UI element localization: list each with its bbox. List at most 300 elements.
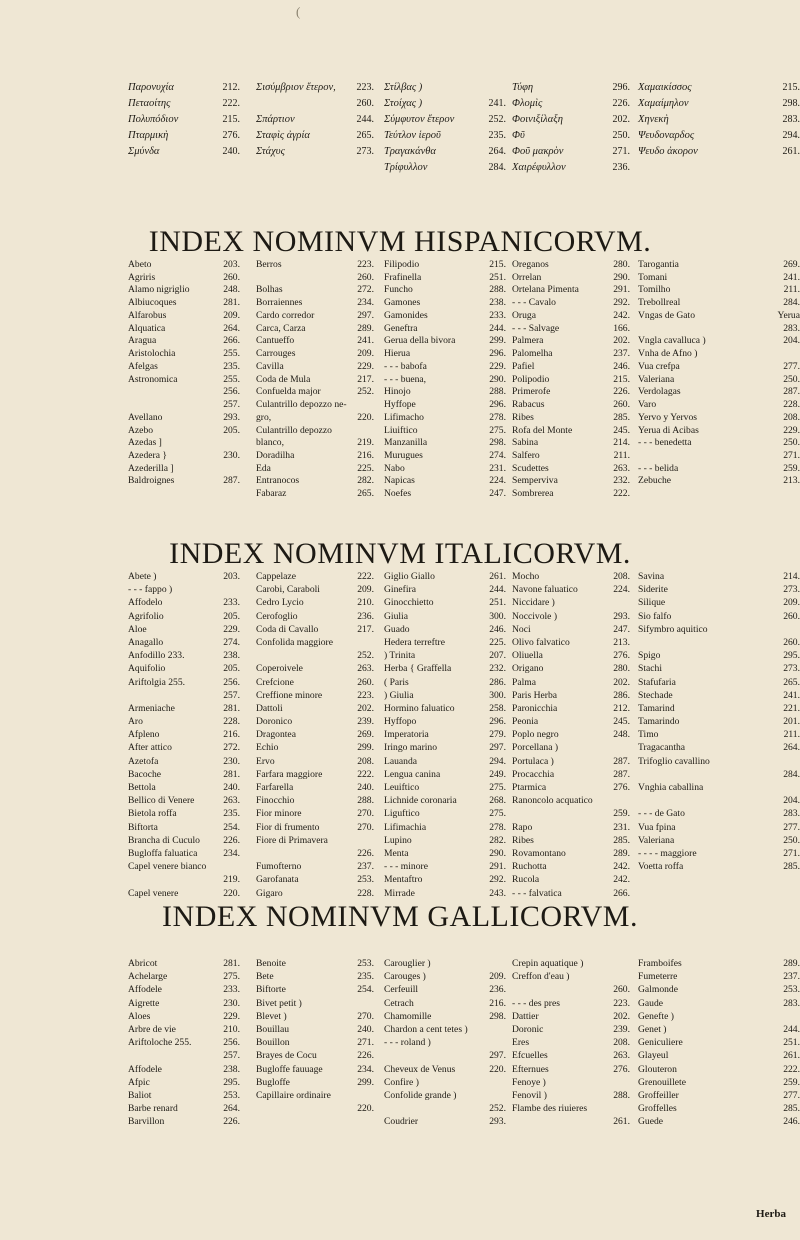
index-column xyxy=(128,258,240,487)
entry-term: Murugues xyxy=(384,450,423,462)
entry-term: Olivo falvatico xyxy=(512,636,570,648)
entry-page-number: 208. xyxy=(613,1037,630,1049)
index-entry xyxy=(384,449,506,462)
entry-term: Cardo corredor xyxy=(256,309,315,321)
index-entry xyxy=(512,98,630,114)
index-entry xyxy=(128,114,240,130)
entry-page-number: 166. xyxy=(613,322,630,334)
index-entry xyxy=(128,662,240,675)
entry-term: Niccidare ) xyxy=(512,597,555,609)
entry-page-number: 244. xyxy=(489,322,506,334)
index-entry xyxy=(128,860,240,873)
entry-page-number: 212. xyxy=(222,82,240,93)
entry-page-number: 256. xyxy=(223,386,240,398)
entry-term: Trebollreal xyxy=(638,297,681,309)
index-entry xyxy=(384,807,506,820)
index-entry xyxy=(638,676,800,689)
index-entry xyxy=(128,1023,240,1036)
entry-page-number: 290. xyxy=(489,373,506,385)
index-entry xyxy=(384,755,506,768)
entry-term: Τύφη xyxy=(512,82,534,93)
entry-term: Rovamontano xyxy=(512,847,566,859)
entry-term: Azedas ] xyxy=(128,437,162,449)
entry-page-number: 238. xyxy=(223,1063,240,1075)
entry-term: Carobi, Caraboli xyxy=(256,584,320,596)
index-entry xyxy=(638,1023,800,1036)
entry-page-number: 228. xyxy=(357,887,374,899)
index-entry xyxy=(512,860,630,873)
entry-page-number: 219. xyxy=(223,874,240,886)
entry-page-number: 283. xyxy=(783,808,800,820)
entry-term: Tarogantia xyxy=(638,259,679,270)
entry-term: Anagallo xyxy=(128,636,164,648)
entry-term: Savina xyxy=(638,571,665,582)
index-entry xyxy=(256,271,374,284)
entry-term: Dragontea xyxy=(256,729,296,741)
entry-term: Lauanda xyxy=(384,755,418,767)
index-column xyxy=(512,957,630,1128)
index-entry xyxy=(384,1036,506,1049)
index-entry xyxy=(384,676,506,689)
entry-page-number: 251. xyxy=(489,271,506,283)
entry-term: Φοῦ μακρὸν xyxy=(512,146,564,157)
entry-term: Grenouillete xyxy=(638,1076,686,1088)
index-entry xyxy=(384,385,506,398)
entry-page-number: 287. xyxy=(783,386,800,398)
entry-page-number: 220. xyxy=(357,411,374,423)
entry-term: Χαιρέφυλλον xyxy=(512,162,566,173)
entry-page-number: 231. xyxy=(613,821,630,833)
entry-term: Doradilha xyxy=(256,450,295,462)
entry-term: Rofa del Monte xyxy=(512,424,573,436)
entry-page-number: 274. xyxy=(489,450,506,462)
entry-term: Azederilla ] xyxy=(128,462,174,474)
entry-term: Manzanilla xyxy=(384,437,428,449)
entry-term: Affodele xyxy=(128,1063,162,1075)
entry-term: Portulaca ) xyxy=(512,755,554,767)
entry-term: Garofanata xyxy=(256,874,299,886)
index-entry xyxy=(128,781,240,794)
index-entry xyxy=(512,610,630,623)
entry-page-number: 222. xyxy=(222,98,240,109)
entry-page-number: 240. xyxy=(222,146,240,157)
entry-term: Χαμαίμηλον xyxy=(638,98,689,109)
entry-term: blanco, xyxy=(256,437,284,449)
entry-term: Giulia xyxy=(384,610,408,622)
entry-term: Lichnide coronaria xyxy=(384,795,457,807)
entry-term: Gigaro xyxy=(256,887,283,899)
entry-page-number: 282. xyxy=(489,834,506,846)
entry-page-number: 281. xyxy=(223,297,240,309)
index-entry xyxy=(638,570,800,583)
index-entry xyxy=(638,271,800,284)
entry-term: Σταφὶς ἀγρία xyxy=(256,130,310,141)
index-entry xyxy=(512,873,630,886)
index-entry xyxy=(512,583,630,596)
entry-term: - - - falvatica xyxy=(512,887,562,899)
entry-term: Fior minore xyxy=(256,808,302,820)
entry-page-number: 229. xyxy=(223,623,240,635)
index-entry xyxy=(256,873,374,886)
entry-term: ) Giulia xyxy=(384,689,414,701)
entry-page-number: 259. xyxy=(783,462,800,474)
entry-term: Hinojo xyxy=(384,386,411,398)
entry-term: Cappelaze xyxy=(256,571,296,582)
index-entry xyxy=(638,146,800,162)
index-entry xyxy=(256,741,374,754)
entry-page-number: 213. xyxy=(613,636,630,648)
index-entry xyxy=(256,887,374,900)
index-entry xyxy=(256,702,374,715)
entry-page-number: 252. xyxy=(489,1103,506,1115)
index-entry xyxy=(384,309,506,322)
entry-page-number: 235. xyxy=(223,808,240,820)
entry-page-number: 209. xyxy=(357,584,374,596)
index-entry xyxy=(256,794,374,807)
entry-term: Afpic xyxy=(128,1076,150,1088)
index-entry xyxy=(384,794,506,807)
entry-page-number: 260. xyxy=(357,676,374,688)
index-entry xyxy=(384,728,506,741)
index-entry xyxy=(128,1010,240,1023)
entry-page-number: 246. xyxy=(613,360,630,372)
entry-page-number: 235. xyxy=(357,971,374,983)
index-entry xyxy=(512,360,630,373)
entry-page-number: 276. xyxy=(613,782,630,793)
entry-term: Sifymbro aquitico xyxy=(638,623,708,635)
entry-page-number: 223. xyxy=(613,997,630,1009)
entry-term: Biftorte xyxy=(256,984,286,996)
entry-term: Efcuelles xyxy=(512,1050,548,1062)
entry-term: Menta xyxy=(384,847,409,859)
index-entry xyxy=(638,636,800,649)
entry-page-number: 284. xyxy=(488,162,506,173)
entry-term: Cerofoglio xyxy=(256,610,298,622)
entry-term: Genefte ) xyxy=(638,1010,674,1022)
entry-term: Παρονυχία xyxy=(128,82,174,93)
entry-term: Fiore di Primavera xyxy=(256,834,328,846)
entry-page-number: 220. xyxy=(223,887,240,899)
entry-page-number: 208. xyxy=(783,411,800,423)
entry-term: Sombrerea xyxy=(512,488,554,500)
entry-page-number: 241. xyxy=(357,335,374,347)
index-entry xyxy=(256,1063,374,1076)
entry-term: Ortelana Pimenta xyxy=(512,284,579,296)
entry-page-number: 211. xyxy=(783,284,800,296)
entry-page-number: 294. xyxy=(782,130,800,141)
entry-term: Confolida maggiore xyxy=(256,636,333,648)
entry-page-number: 209. xyxy=(357,348,374,360)
index-entry xyxy=(256,728,374,741)
entry-term: Fenovil ) xyxy=(512,1089,547,1101)
entry-page-number: 269. xyxy=(783,259,800,270)
entry-page-number: 296. xyxy=(489,716,506,728)
entry-term: Ervo xyxy=(256,755,275,767)
entry-term: Tamarind xyxy=(638,702,675,714)
index-entry xyxy=(638,689,800,702)
index-entry xyxy=(256,1076,374,1089)
index-entry xyxy=(638,322,800,335)
entry-term: Cetrach xyxy=(384,997,414,1009)
entry-term: Varo xyxy=(638,399,657,411)
entry-page-number: 275. xyxy=(489,782,506,793)
entry-term: Baldroignes xyxy=(128,475,175,487)
entry-term: Stechade xyxy=(638,689,673,701)
index-entry xyxy=(256,474,374,487)
entry-term: Ranoncolo acquatico xyxy=(512,795,593,807)
index-entry xyxy=(512,1076,630,1089)
index-entry xyxy=(128,130,240,146)
index-entry xyxy=(256,662,374,675)
entry-page-number: 264. xyxy=(488,146,506,157)
entry-term: Mocho xyxy=(512,571,540,582)
index-entry xyxy=(128,411,240,424)
entry-term: Trifoglio cavallino xyxy=(638,755,710,767)
index-entry xyxy=(128,436,240,449)
index-entry xyxy=(128,360,240,373)
entry-page-number: 216. xyxy=(357,450,374,462)
index-entry xyxy=(384,373,506,386)
entry-term: Lengua canina xyxy=(384,768,441,780)
entry-term: Paronicchia xyxy=(512,702,558,714)
entry-page-number: 252. xyxy=(357,386,374,398)
entry-term: Afelgas xyxy=(128,360,158,372)
entry-page-number: 226. xyxy=(357,1050,374,1062)
index-entry xyxy=(128,322,240,335)
index-entry xyxy=(256,807,374,820)
index-entry xyxy=(512,689,630,702)
entry-term: - - - roland ) xyxy=(384,1037,431,1049)
entry-page-number: 248. xyxy=(613,729,630,741)
index-entry xyxy=(256,570,374,583)
entry-term: Ginocchietto xyxy=(384,597,434,609)
entry-page-number: 222. xyxy=(613,488,630,500)
entry-page-number: 259. xyxy=(613,808,630,820)
index-entry xyxy=(384,283,506,296)
entry-page-number: 287. xyxy=(613,768,630,780)
entry-term: Valeriana xyxy=(638,834,675,846)
index-entry xyxy=(512,334,630,347)
entry-page-number: 246. xyxy=(489,623,506,635)
index-entry xyxy=(256,676,374,689)
entry-page-number: 288. xyxy=(357,795,374,807)
entry-term: Ariftolgia 255. xyxy=(128,676,186,688)
entry-term: Agriris xyxy=(128,271,156,283)
index-entry xyxy=(384,1049,506,1062)
entry-page-number: 278. xyxy=(489,411,506,423)
index-entry xyxy=(256,821,374,834)
entry-page-number: 221. xyxy=(783,702,800,714)
index-entry xyxy=(512,1063,630,1076)
entry-page-number: 202. xyxy=(612,114,630,125)
index-entry xyxy=(128,768,240,781)
index-column xyxy=(512,258,630,500)
entry-term: Capel venere bianco xyxy=(128,861,207,873)
index-entry xyxy=(256,1049,374,1062)
entry-term: Guado xyxy=(384,623,410,635)
entry-term: Navone faluatico xyxy=(512,584,578,596)
index-entry xyxy=(384,983,506,996)
index-entry xyxy=(512,130,630,146)
entry-term: - - - minore xyxy=(384,861,428,873)
entry-page-number: 285. xyxy=(783,861,800,873)
index-entry xyxy=(384,860,506,873)
entry-term: Orrelan xyxy=(512,271,542,283)
entry-term: Farfara maggiore xyxy=(256,768,323,780)
entry-page-number: 225. xyxy=(489,636,506,648)
index-entry xyxy=(256,436,374,449)
index-entry xyxy=(128,449,240,462)
entry-page-number: 236. xyxy=(489,984,506,996)
entry-page-number: 216. xyxy=(489,997,506,1009)
entry-term: Timo xyxy=(638,729,659,741)
entry-term: Groffeiller xyxy=(638,1089,679,1101)
index-entry xyxy=(128,385,240,398)
index-entry xyxy=(512,781,630,794)
index-entry xyxy=(256,360,374,373)
entry-term: Πεταοίτης xyxy=(128,98,171,109)
entry-page-number: 263. xyxy=(357,663,374,675)
entry-page-number: 265. xyxy=(356,130,374,141)
index-entry xyxy=(638,398,800,411)
index-entry xyxy=(256,596,374,609)
entry-term: Vua crefpa xyxy=(638,360,680,372)
index-entry xyxy=(512,146,630,162)
entry-term: Bettola xyxy=(128,782,156,793)
index-entry xyxy=(384,781,506,794)
entry-page-number: 241. xyxy=(783,689,800,701)
entry-term: Abeto xyxy=(128,259,152,270)
entry-term: Stafufaria xyxy=(638,676,676,688)
entry-page-number: 266. xyxy=(613,887,630,899)
entry-page-number: 204. xyxy=(783,795,800,807)
index-entry xyxy=(128,258,240,271)
entry-page-number: 266. xyxy=(223,335,240,347)
index-entry xyxy=(256,970,374,983)
entry-term: Aigrette xyxy=(128,997,160,1009)
entry-term: After attico xyxy=(128,742,172,754)
index-entry xyxy=(128,755,240,768)
entry-page-number: 290. xyxy=(489,847,506,859)
entry-page-number: 233. xyxy=(223,984,240,996)
italic-index xyxy=(128,570,800,900)
entry-page-number: 215. xyxy=(222,114,240,125)
entry-page-number: 260. xyxy=(356,98,374,109)
entry-page-number: 292. xyxy=(489,874,506,886)
index-entry xyxy=(384,957,506,970)
index-entry xyxy=(384,98,506,114)
entry-page-number: 202. xyxy=(357,702,374,714)
index-entry xyxy=(638,360,800,373)
index-entry xyxy=(512,1049,630,1062)
entry-page-number: 292. xyxy=(613,297,630,309)
entry-term: Affodele xyxy=(128,984,162,996)
index-column xyxy=(256,82,374,162)
entry-page-number: 253. xyxy=(357,958,374,969)
entry-term: Coperoivele xyxy=(256,663,303,675)
entry-page-number: 285. xyxy=(613,411,630,423)
index-entry xyxy=(512,283,630,296)
entry-page-number: 254. xyxy=(357,984,374,996)
index-entry xyxy=(128,334,240,347)
entry-term: Coda de Mula xyxy=(256,373,311,385)
index-entry xyxy=(256,957,374,970)
entry-term: Στοίχας ) xyxy=(384,98,423,109)
index-entry xyxy=(384,689,506,702)
index-entry xyxy=(256,623,374,636)
index-entry xyxy=(512,702,630,715)
entry-page-number: 258. xyxy=(489,702,506,714)
entry-term: Frafinella xyxy=(384,271,422,283)
index-column xyxy=(384,570,506,900)
entry-term: Bivet petit ) xyxy=(256,997,302,1009)
index-entry xyxy=(512,957,630,970)
index-entry xyxy=(638,794,800,807)
entry-page-number: 293. xyxy=(489,1116,506,1128)
entry-term: Afpleno xyxy=(128,729,160,741)
index-entry xyxy=(128,271,240,284)
index-entry xyxy=(384,398,506,411)
entry-term: Creffon d'eau ) xyxy=(512,971,570,983)
index-entry xyxy=(512,983,630,996)
index-column xyxy=(384,82,506,178)
entry-page-number: 222. xyxy=(357,768,374,780)
index-entry xyxy=(638,373,800,386)
entry-page-number: 226. xyxy=(357,847,374,859)
index-entry xyxy=(512,449,630,462)
entry-term: Vua fpina xyxy=(638,821,676,833)
entry-term: Lupino xyxy=(384,834,412,846)
index-column xyxy=(384,258,506,500)
entry-term: Τεύτλον ἱεροῦ xyxy=(384,130,441,141)
entry-page-number: 298. xyxy=(489,1010,506,1022)
index-entry xyxy=(638,1076,800,1089)
entry-page-number: 263. xyxy=(613,1050,630,1062)
index-entry xyxy=(128,1115,240,1128)
index-entry xyxy=(256,398,374,411)
entry-page-number: 296. xyxy=(489,348,506,360)
index-entry xyxy=(128,462,240,475)
entry-term: Palmera xyxy=(512,335,544,347)
entry-term: Rabacus xyxy=(512,399,545,411)
index-entry xyxy=(256,997,374,1010)
index-entry xyxy=(128,347,240,360)
entry-term: Cantueffo xyxy=(256,335,295,347)
index-entry xyxy=(384,847,506,860)
entry-page-number: 284. xyxy=(783,297,800,309)
entry-page-number: 233. xyxy=(489,309,506,321)
index-entry xyxy=(512,755,630,768)
index-entry xyxy=(256,487,374,500)
entry-term: Culantrillo depozzo xyxy=(256,424,332,436)
entry-term: Στάχυς xyxy=(256,146,285,157)
entry-term: Berros xyxy=(256,259,282,270)
entry-page-number: 201. xyxy=(783,716,800,728)
entry-page-number: 248. xyxy=(223,284,240,296)
index-entry xyxy=(384,610,506,623)
index-entry xyxy=(128,728,240,741)
index-entry xyxy=(638,847,800,860)
index-entry xyxy=(128,794,240,807)
entry-term: Azedera } xyxy=(128,450,167,462)
entry-page-number: 232. xyxy=(613,475,630,487)
index-entry xyxy=(384,1063,506,1076)
entry-term: Alamo nigriglio xyxy=(128,284,190,296)
entry-page-number: 253. xyxy=(783,984,800,996)
entry-term: Leuiftico xyxy=(384,782,420,793)
index-column xyxy=(638,258,800,487)
index-entry xyxy=(384,636,506,649)
